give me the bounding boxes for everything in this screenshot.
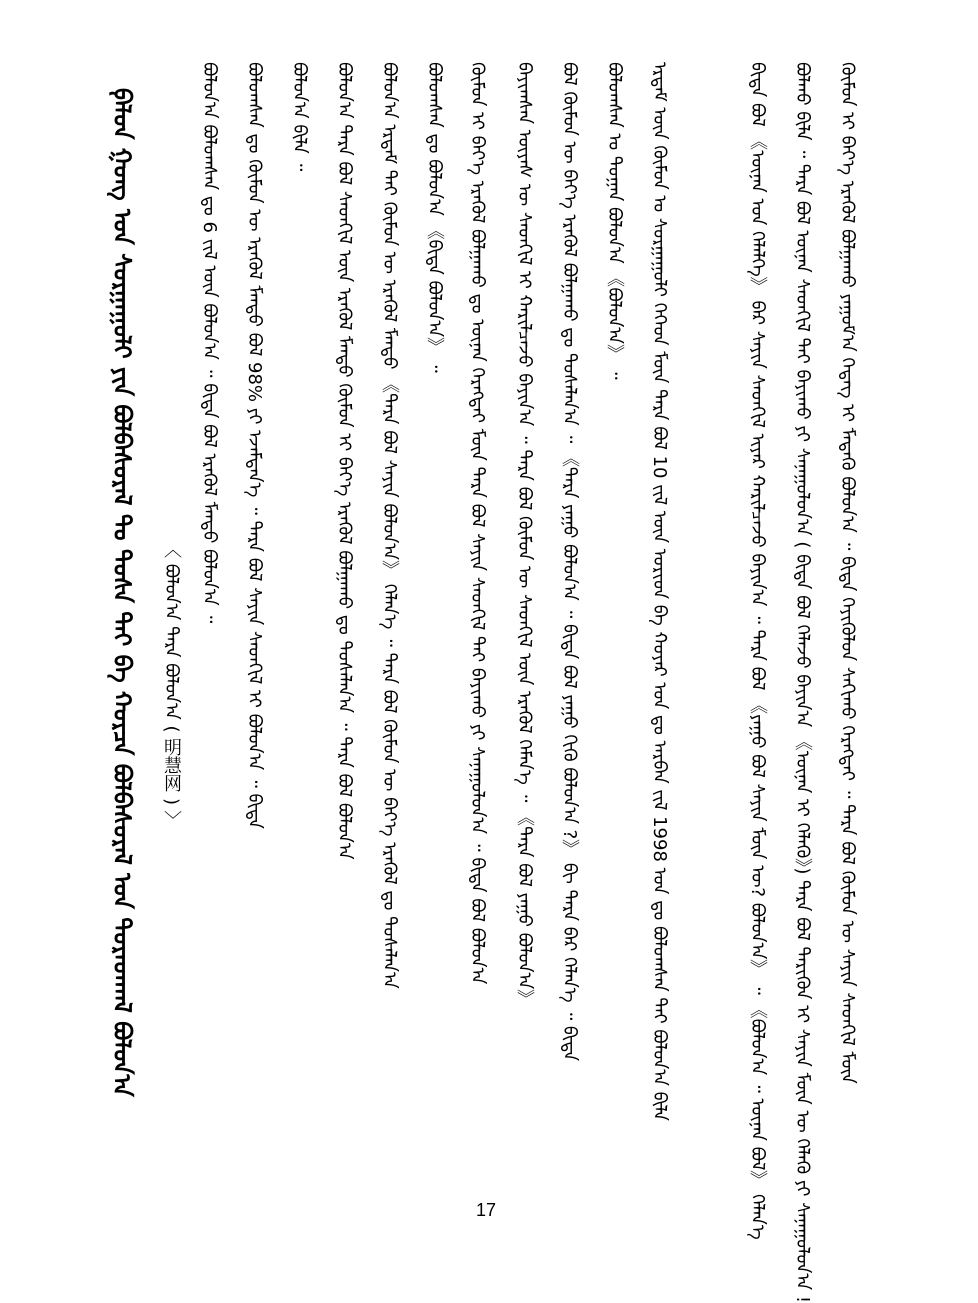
text-column-5: ᠪᠣᠯᠤᠭᠰᠠᠨ ᠤ ᠲᠣᠭᠠᠨ ᠪᠣᠯᠤᠨ᠎ᠠ 《ᠪᠣᠯᠤᠨ᠎ᠠ》 ᠃ — [604, 62, 625, 380]
text-column-1: ᠬᠦᠮᠦᠨ ᠢ ᠪᠡᠶ᠎ᠡ ᠡᠷᠡᠭᠦᠯ ᠪᠣᠯᠭᠠᠬᠤ ᠶᠠᠭᠤᠮ᠎ᠠ ᠭᠡᠳᠡᠭ ᠢ ᠮᠡᠳᠡᠬᠦ ᠪᠣᠯᠤᠨ᠎ᠠ ᠃ ᠪᠢᠳᠡ ᠭᠡᠶᠢᠭᠦᠯᠦᠨ ᠰᠠᠬᠢᠬᠤ ᠬᠡᠷᠡᠭᠲᠡᠢ ᠃ ᠲᠡᠷᠡ ᠪᠣᠯ ᠬᠦᠮᠦᠨ ᠦ ᠰᠠᠶᠢᠨ ᠰᠡᠳᠬᠢᠯ ᠮᠥᠨ — [837, 62, 858, 1084]
text-column-9: ᠪᠣᠯᠤᠭᠰᠠᠨ ᠳᠤ ᠪᠣᠯᠤᠨ᠎ᠠ 《ᠪᠢᠳᠡ ᠪᠣᠯᠤᠨ᠎ᠠ》 ᠃ — [424, 62, 445, 373]
text-column-11: ᠪᠣᠯᠤᠨ᠎ᠠ ᠲᠡᠷᠡ ᠪᠣᠯ ᠰᠡᠳᠬᠢᠯ ᠦᠨ ᠡᠷᠡᠭᠦᠯ ᠮᠡᠨᠳᠦ ᠬᠦᠮᠦᠨ ᠢ ᠪᠡᠶ᠎ᠡ ᠡᠷᠡᠭᠦᠯ ᠪᠣᠯᠭᠠᠬᠤ ᠳᠤ ᠲᠤᠰᠠᠯᠠᠨ᠎ᠠ ᠃ ᠲᠡᠷᠡ ᠪᠣᠯ ᠪᠣᠯᠤᠨ᠎ᠠ — [334, 62, 355, 860]
text-column-6: ᠪᠣᠯ ᠬᠦᠮᠦᠨ ᠦ ᠪᠡᠶ᠎ᠡ ᠡᠷᠡᠭᠦᠯ ᠪᠣᠯᠭᠠᠬᠤ ᠳᠤ ᠲᠤᠰᠠᠯᠠᠨ᠎ᠠ ᠃ 《ᠲᠡᠷᠡ ᠶᠠᠭᠤ ᠪᠣᠯᠤᠨ᠎ᠠ ᠃ ᠪᠢᠳᠡ ᠪᠣᠯ ᠶᠠᠭᠤ ᠬᠢᠬᠦ ᠪᠣᠯᠤᠨ᠎ᠠ ?》 ᠪᠢ ᠲᠡᠷᠡ ᠪᠠᠷ ᠬᠡᠯᠡᠨ᠎ᠡ ᠃ ᠪᠢᠳᠡ — [559, 62, 580, 1062]
text-column-8: ᠬᠦᠮᠦᠨ ᠢ ᠪᠡᠶ᠎ᠡ ᠡᠷᠡᠭᠦᠯ ᠪᠣᠯᠭᠠᠬᠤ ᠳᠤ ᠦᠨᠡᠨ ᠬᠡᠷᠡᠭᠲᠡᠢ ᠮᠥᠨ ᠲᠡᠷᠡ ᠪᠣᠯ ᠰᠠᠶᠢᠨ ᠰᠡᠳᠬᠢᠯ ᠲᠡᠢ ᠪᠠᠶᠢᠬᠤ ᠶᠢ ᠰᠠᠨᠠᠭᠤᠯᠤᠨ᠎ᠠ ᠃ ᠪᠢᠳᠡ ᠪᠣᠯ ᠪᠣᠯᠤᠨ᠎ᠠ — [467, 62, 488, 985]
page-number: 17 — [476, 1200, 497, 1220]
text-column-12: ᠪᠣᠯᠤᠨ᠎ᠠ ᠪᠢᠯᠡ ᠃ — [289, 62, 310, 172]
article-title: ᠹᠠᠯᠦᠨ ᠭᠣᠩ ᠤᠨ ᠰᠤᠷᠭᠠᠭᠤᠯᠢ ᠶᠢᠨ ᠪᠣᠯᠪᠠᠰᠤᠷᠠᠯ ᠲᠤ ᠲᠤᠰᠠ ᠲᠠᠢ ᠪᠠ ᠬᠤᠷᠴᠠ ᠪᠣᠯᠪᠠᠰᠤᠷᠠᠯ ᠤᠨ ᠳᠤᠷᠠᠳᠬᠠᠯ ᠪᠣᠯᠤᠨ᠎ᠠ — [108, 88, 136, 1097]
text-column-7: ᠪᠠᠶᠢᠭᠰᠠᠨ ᠦᠶᠡᠰ ᠦ ᠰᠡᠳᠬᠢᠯ ᠢ ᠬᠠᠷᠢᠯᠴᠠᠵᠤ ᠪᠠᠶᠢᠨ᠎ᠠ ᠃ ᠲᠡᠷᠡ ᠪᠣᠯ ᠬᠦᠮᠦᠨ ᠦ ᠰᠡᠳᠬᠢᠯ ᠦᠨ ᠡᠷᠡᠭᠦᠯ ᠬᠡᠮᠡᠨ᠎ᠡ ᠃ 《ᠲᠡᠷᠡ ᠪᠣᠯ ᠶᠠᠭᠤ ᠪᠣᠯᠤᠨ᠎ᠠ》 — [514, 62, 535, 1008]
source-credit: 〈 ᠪᠣᠯᠤᠨ᠎ᠠ ᠲᠡᠷᠡ ᠪᠣᠯᠤᠨ᠎ᠠ ( 明慧网 ) 〉 — [161, 540, 182, 829]
text-column-14: ᠪᠣᠯᠤᠨ᠎ᠠ ᠪᠣᠯᠤᠭᠰᠠᠨ ᠳᠤ 6 ᠵᠢᠯ ᠦᠨ ᠪᠣᠯᠤᠨ᠎ᠠ ᠃ ᠪᠢᠳᠡ ᠪᠣᠯ ᠡᠷᠡᠭᠦᠯ ᠮᠡᠨᠳᠦ ᠪᠣᠯᠤᠨ᠎ᠠ ᠃ — [199, 62, 220, 624]
text-column-3: ᠪᠢᠳᠡ ᠪᠣᠯ 《ᠦᠨᠡᠨ ᠤᠨ ᠬᠡᠯᠡᠯᠭᠡ》 ᠪᠠᠷ ᠰᠠᠶᠢᠨ ᠰᠡᠳᠬᠢᠯ ᠢᠶᠡᠷ ᠬᠠᠷᠢᠯᠴᠠᠵᠤ ᠪᠠᠶᠢᠨ᠎ᠠ ᠃ ᠲᠡᠷᠡ ᠪᠣᠯ 《ᠶᠠᠭᠤ ᠪᠣᠯ ᠰᠠᠶᠢᠨ ᠮᠥᠨ ᠦ? ᠪᠣᠯᠤᠨ᠎ᠠ》 ᠃ 《ᠪᠣᠯᠤᠨ᠎ᠠ ᠃ ᠦᠨᠡᠨ ᠪᠣᠯ》 ᠬᠡᠯᠡᠨ᠎ᠡ — [747, 62, 768, 1240]
text-column-13: ᠪᠣᠯᠤᠭᠰᠠᠨ ᠳᠤ ᠬᠦᠮᠦᠨ ᠦ ᠡᠷᠡᠭᠦᠯ ᠮᠡᠨᠳᠦ ᠪᠣᠯ 98% ᠶᠢ ᠡᠵᠡᠮᠳᠡᠨ᠎ᠡ ᠃ ᠲᠡᠷᠡ ᠪᠣᠯ ᠰᠠᠶᠢᠨ ᠰᠡᠳᠬᠢᠯ ᠢ ᠪᠣᠯᠤᠨ᠎ᠠ ᠃ ᠪᠢᠳᠡ — [244, 62, 265, 829]
text-column-2: ᠪᠣᠯᠬᠤ ᠪᠢᠯᠡ ᠃ ᠲᠡᠷᠡ ᠪᠣᠯ ᠦᠨᠡᠨ ᠰᠡᠳᠬᠢᠯ ᠲᠡᠢ ᠪᠠᠶᠢᠬᠤ ᠶᠢ ᠰᠠᠨᠠᠭᠤᠯᠤᠨ᠎ᠠ ( ᠪᠢᠳᠡ ᠪᠣᠯ ᠬᠡᠯᠡᠵᠦ ᠪᠠᠶᠢᠨ᠎ᠠ 《ᠦᠨᠡᠨ ᠢ ᠬᠡᠯᠡᠬᠦ》) ᠲᠡᠷᠡ ᠪᠣᠯ ᠲᠡᠷᠢᠭᠦᠨ ᠢ ᠰᠠᠶᠢᠨ ᠮᠥᠨ ᠦ ᠬᠡᠯᠡᠬᠦ ᠶᠢ ᠰᠠᠨᠠᠭᠤᠯᠤᠨ᠎ᠠ ! — [792, 62, 813, 1303]
text-column-10: ᠪᠣᠯᠤᠨ᠎ᠠ ᠡᠷᠳᠡᠮ ᠲᠡᠢ ᠬᠦᠮᠦᠨ ᠦ ᠡᠷᠡᠭᠦᠯ ᠮᠡᠨᠳᠦ 《ᠲᠡᠷᠡ ᠪᠣᠯ ᠰᠠᠶᠢᠨ ᠪᠣᠯᠤᠨ᠎ᠠ》 ᠬᠡᠯᠡᠨ᠎ᠡ ᠃ ᠲᠡᠷᠡ ᠪᠣᠯ ᠬᠦᠮᠦᠨ ᠦ ᠪᠡᠶ᠎ᠡ ᠡᠷᠡᠭᠦᠯ ᠳᠤ ᠲᠤᠰᠠᠯᠠᠨ᠎ᠠ — [379, 62, 400, 989]
text-column-4: ᠡᠷᠳᠡᠮ ᠦᠨ ᠬᠦᠮᠦᠨ ᠤ ᠰᠤᠷᠭᠠᠭᠤᠯᠢ ᠬᠡᠭᠡᠳ ᠮᠥᠨ ᠲᠡᠷᠡ ᠪᠣᠯ 10 ᠵᠢᠯ ᠦᠨ ᠤᠷᠢᠳ ᠪᠠ ᠬᠣᠶᠠᠷ ᠣᠨ ᠳᠤ ᠠᠷᠪᠠᠨ ᠵᠢᠯ 1998 ᠣᠨ ᠳᠤ ᠪᠣᠯᠤᠭᠰᠠᠨ ᠲᠠᠢ ᠪᠣᠯᠤᠨ᠎ᠠ ᠪᠢᠯᠡ — [649, 62, 670, 1121]
